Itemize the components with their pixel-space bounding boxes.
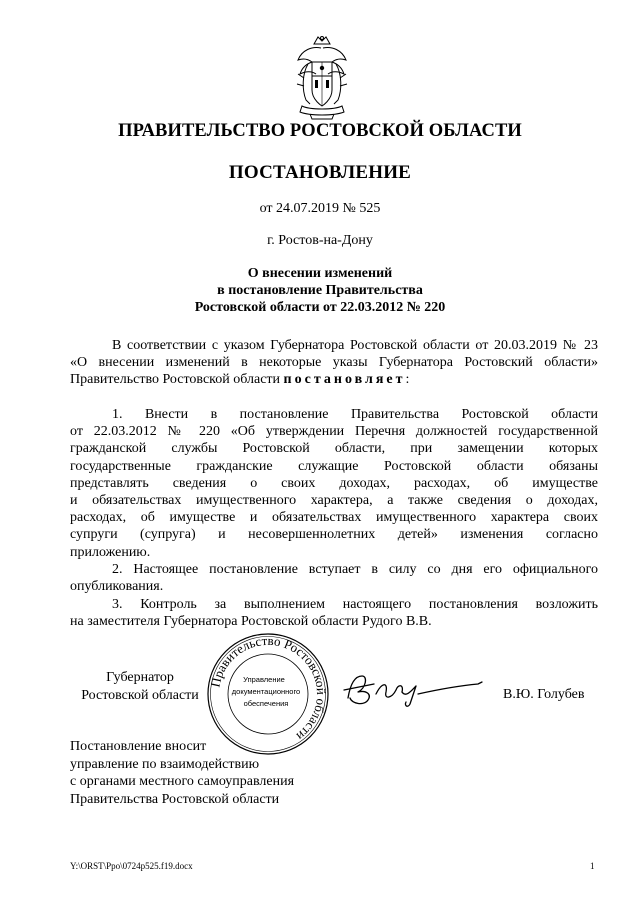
city: г. Ростов-на-Дону <box>267 233 373 248</box>
item-line: 2. Настоящее постановление вступает в силу со дня его официального <box>112 562 598 577</box>
seal-inner-line: документационного <box>231 687 301 696</box>
item-3 <box>70 596 598 630</box>
coat-of-arms-emblem <box>290 34 354 120</box>
submitted-line: Правительства Ростовской области <box>70 791 280 807</box>
item-line: расходах, об имуществе и обязательствах имущественного характера своих <box>70 510 598 526</box>
government-title: ПРАВИТЕЛЬСТВО РОСТОВСКОЙ ОБЛАСТИ <box>118 121 522 141</box>
subject-line: О внесении изменений <box>247 266 393 281</box>
subject-line: Ростовской области от 22.03.2012 № 220 <box>194 300 446 315</box>
document-type: ПОСТАНОВЛЕНИЕ <box>228 162 412 183</box>
resolves-word: постановляет <box>283 372 406 388</box>
footer-file-path: Y:\ORST\Ppo\0724p525.f19.docx <box>70 861 193 871</box>
signatory-position <box>70 669 210 704</box>
item-line: супруги (супруга) и несовершеннолетних детей» изменения согласно <box>70 527 598 543</box>
page-number: 1 <box>590 861 595 871</box>
document-subject <box>0 265 640 316</box>
submitted-by <box>70 738 294 808</box>
item-line: государственные гражданские служащие Ростовской области обязаны <box>70 458 598 474</box>
item-line: гражданской службы Ростовской области, при замещении которых <box>70 441 598 457</box>
submitted-line: управление по взаимодействию <box>70 756 260 772</box>
position-line: Губернатор <box>106 670 174 685</box>
item-line: представлять сведения о своих доходах, расходах, об имуществе <box>70 475 598 491</box>
item-line: 3. Контроль за выполнением настоящего постановления возложить <box>112 597 598 612</box>
preamble <box>70 337 598 389</box>
submitted-line: Постановление вносит <box>70 739 207 754</box>
resolves-colon: : <box>405 372 410 388</box>
item-line: и обязательствах имущественного характера, а также сведения о доходах, <box>70 493 598 509</box>
seal-inner-line: обеспечения <box>243 699 289 708</box>
item-2 <box>70 561 598 595</box>
item-1 <box>70 406 598 561</box>
item-line: от 22.03.2012 № 220 «Об утверждении Перечня должностей государственной <box>70 424 598 440</box>
item-line-last: опубликования. <box>70 579 164 595</box>
preamble-line: «О внесении изменений в некоторые указы Губернатора Ростовский области» <box>70 355 598 371</box>
preamble-line: В соответствии с указом Губернатора Ростовской области от 20.03.2019 № 23 <box>112 338 598 353</box>
seal-ring-text: Правительство Ростовской области <box>207 632 330 745</box>
date-number: от 24.07.2019 № 525 <box>259 201 381 216</box>
item-line-last: приложению. <box>70 544 151 560</box>
submitted-line: с органами местного самоуправления <box>70 774 295 789</box>
handwritten-signature <box>340 668 490 712</box>
subject-line: в постановление Правительства <box>217 283 423 298</box>
signatory-name: В.Ю. Голубев <box>503 687 585 702</box>
item-line: 1. Внести в постановление Правительства Ростовской области <box>112 407 598 422</box>
position-line: Ростовской области <box>81 687 199 703</box>
seal-inner-line: Управление <box>243 675 285 684</box>
item-line-last: на заместителя Губернатора Ростовской области Рудого В.В. <box>70 614 432 630</box>
preamble-line-last <box>70 371 598 388</box>
preamble-prefix: Правительство Ростовской области <box>70 372 284 388</box>
